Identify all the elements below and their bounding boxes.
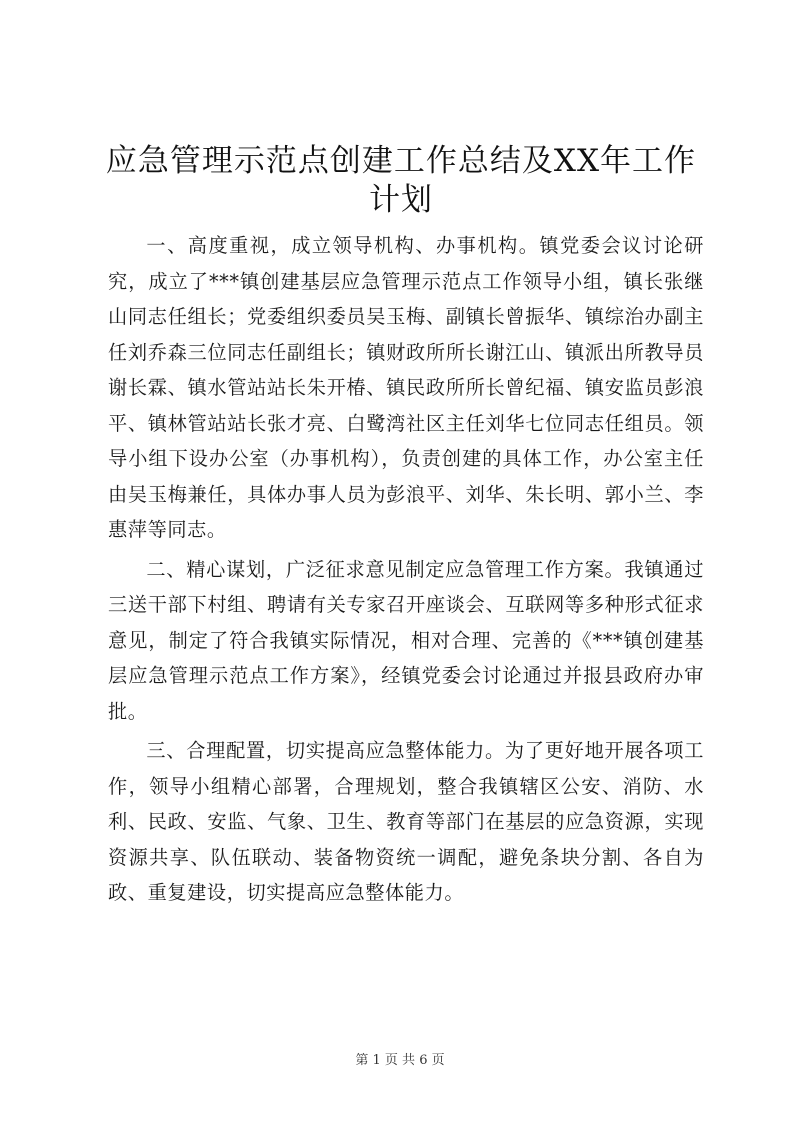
paragraph-3: 三、合理配置，切实提高应急整体能力。为了更好地开展各项工作，领导小组精心部署，合理规划，整合我镇辖区公安、消防、水利、民政、安监、气象、卫生、教育等部门在基层的应急资源，实现资源共享、队伍联动、装备物资统一调配，避免条块分割、各自为政、重复建设，切实提高应急整体能力。 (108, 739, 704, 904)
paragraph-2: 二、精心谋划，广泛征求意见制定应急管理工作方案。我镇通过三送干部下村组、聘请有关专家召开座谈会、互联网等多种形式征求意见，制定了符合我镇实际情况，相对合理、完善的《***镇创建基层应急管理示范点工作方案》，经镇党委会讨论通过并报县政府办审批。 (108, 557, 704, 723)
document-body (108, 228, 704, 915)
document-title: 应急管理示范点创建工作总结及XX年工作计划 (105, 143, 697, 218)
paragraph-1: 一、高度重视，成立领导机构、办事机构。镇党委会议讨论研究，成立了***镇创建基层应急管理示范点工作领导小组，镇长张继山同志任组长；党委组织委员吴玉梅、副镇长曾振华、镇综治办副主任刘乔森三位同志任副组长；镇财政所所长谢江山、镇派出所教导员谢长霖、镇水管站站长朱开椿、镇民政所所长曾纪福、镇安监员彭浪平、镇林管站站长张才亮、白鹭湾社区主任刘华七位同志任组员。领导小组下设办公室（办事机构），负责创建的具体工作，办公室主任由吴玉梅兼任，具体办事人员为彭浪平、刘华、朱长明、郭小兰、李惠萍等同志。 (108, 234, 704, 541)
page-number-footer: 第 1 页 共 6 页 (355, 1053, 445, 1068)
